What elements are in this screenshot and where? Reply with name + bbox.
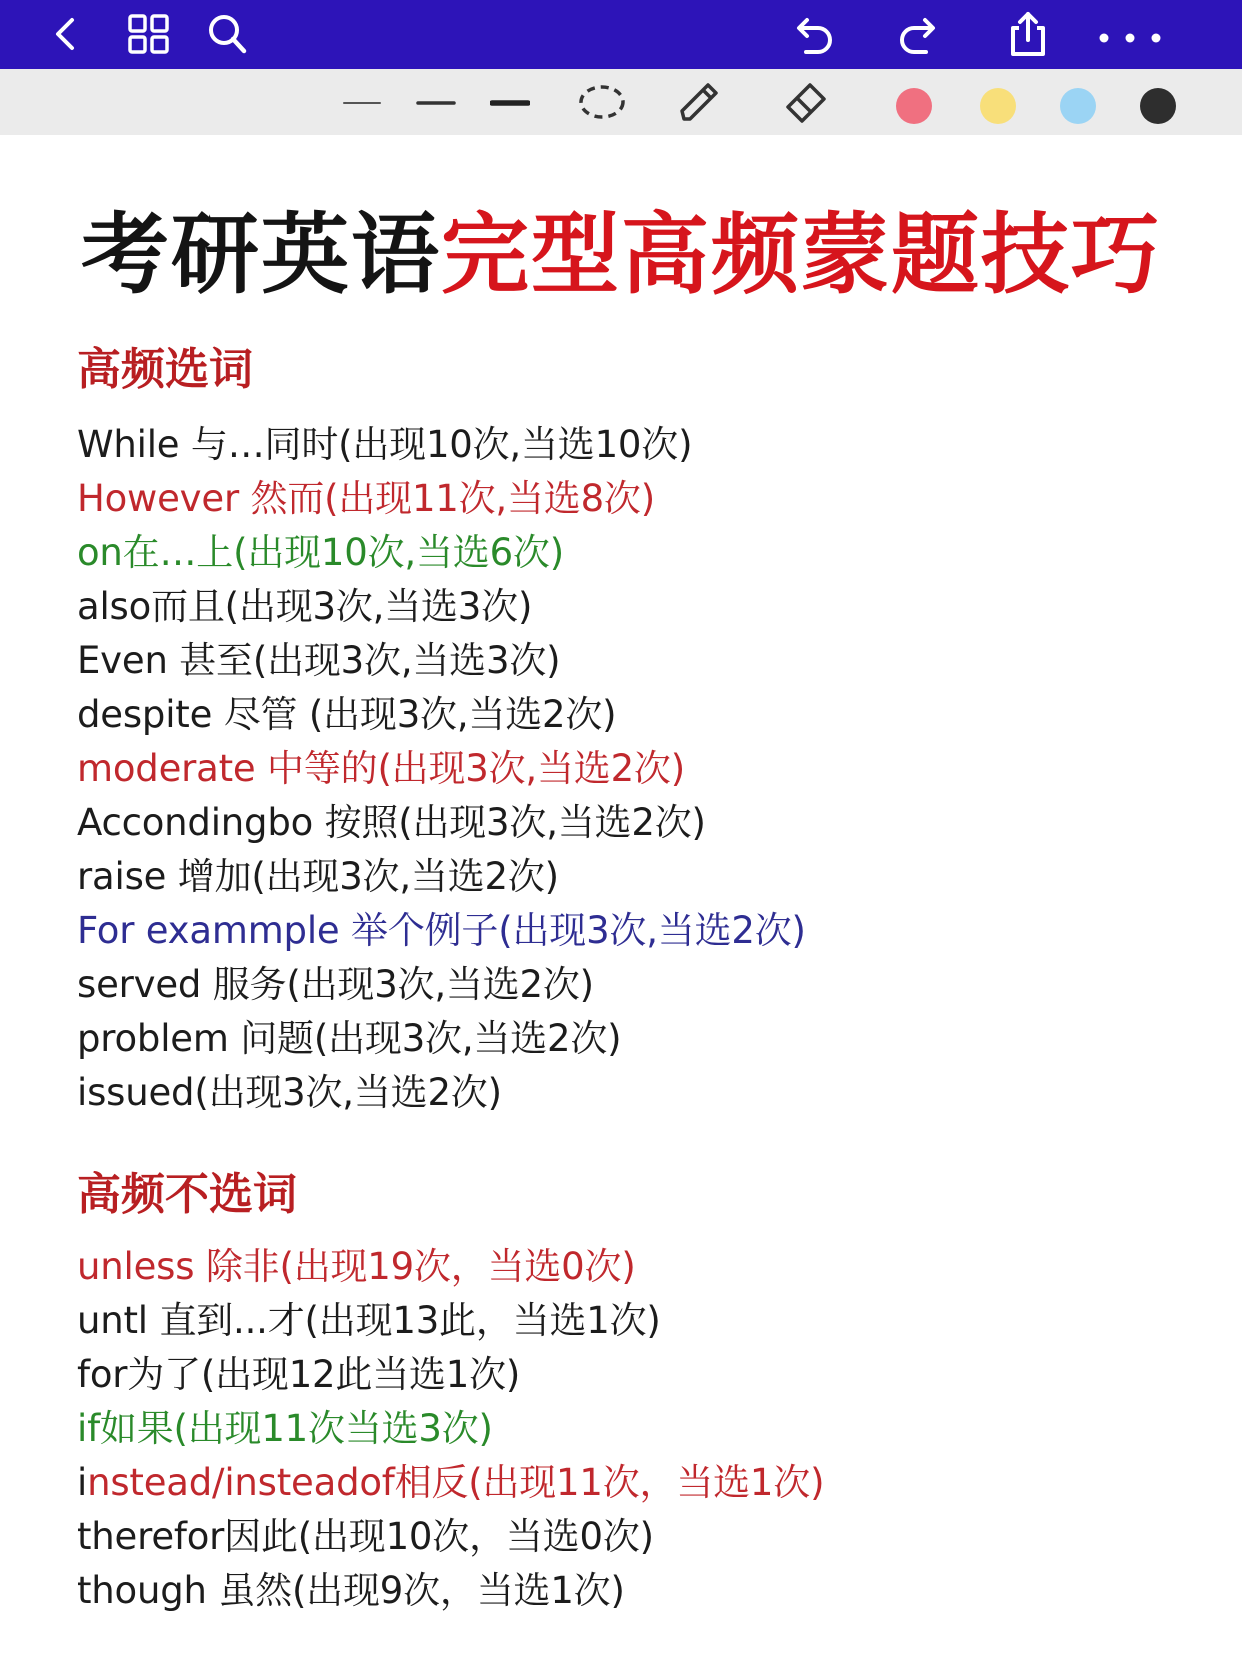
title-part2: 完型高频蒙题技巧	[441, 203, 1162, 306]
list-item: also而且(出现3次,当选3次)	[77, 585, 533, 628]
undo-icon[interactable]	[786, 8, 838, 60]
blue-swatch[interactable]	[1060, 88, 1096, 124]
list-item: For exammple 举个例子(出现3次,当选2次)	[77, 909, 806, 952]
word-list-chosen	[77, 418, 806, 1120]
list-item: on在…上(出现10次,当选6次)	[77, 531, 564, 574]
section-heading-high-frequency-chosen: 高频选词	[77, 344, 253, 395]
list-item: if如果(出现11次当选3次)	[77, 1407, 493, 1450]
pink-swatch[interactable]	[896, 88, 932, 124]
redo-icon[interactable]	[894, 8, 946, 60]
back-icon[interactable]	[40, 8, 92, 60]
grid-icon[interactable]	[124, 8, 176, 60]
list-item: served 服务(出现3次,当选2次)	[77, 963, 594, 1006]
drawing-toolbar	[0, 69, 1242, 135]
list-item: untl 直到...才(出现13此，当选1次)	[77, 1299, 661, 1342]
share-icon[interactable]	[1002, 8, 1054, 60]
list-item: Accondingbo 按照(出现3次,当选2次)	[77, 801, 706, 844]
list-item: While 与…同时(出现10次,当选10次)	[77, 423, 693, 466]
list-item: therefor因此(出现10次，当选0次)	[77, 1515, 654, 1558]
list-item: for为了(出现12此当选1次)	[77, 1353, 521, 1396]
list-item: though 虽然(出现9次，当选1次)	[77, 1569, 625, 1612]
lasso-icon[interactable]	[574, 81, 630, 123]
thin-line-icon[interactable]	[342, 91, 382, 115]
list-item-prefix: i	[77, 1461, 88, 1504]
search-icon[interactable]	[202, 8, 254, 60]
title-part1: 考研英语	[80, 203, 441, 306]
more-icon[interactable]	[1090, 8, 1170, 60]
section-heading-high-frequency-not-chosen: 高频不选词	[77, 1169, 297, 1220]
page-title	[0, 205, 1242, 305]
list-item: unless 除非(出现19次，当选0次)	[77, 1245, 636, 1288]
list-item: However 然而(出现11次,当选8次)	[77, 477, 655, 520]
medium-line-icon[interactable]	[416, 91, 456, 115]
thick-line-icon[interactable]	[490, 91, 530, 115]
pencil-icon[interactable]	[672, 75, 726, 129]
black-swatch[interactable]	[1140, 88, 1176, 124]
list-item: issued(出现3次,当选2次)	[77, 1071, 502, 1114]
list-item: raise 增加(出现3次,当选2次)	[77, 855, 559, 898]
list-item: moderate 中等的(出现3次,当选2次)	[77, 747, 685, 790]
list-item: despite 尽管 (出现3次,当选2次)	[77, 693, 617, 736]
word-list-not-chosen	[77, 1240, 824, 1618]
top-app-bar	[0, 0, 1242, 69]
list-item: problem 问题(出现3次,当选2次)	[77, 1017, 622, 1060]
eraser-icon[interactable]	[780, 75, 834, 129]
list-item: Even 甚至(出现3次,当选3次)	[77, 639, 561, 682]
yellow-swatch[interactable]	[980, 88, 1016, 124]
list-item	[77, 1456, 824, 1510]
list-item-highlight: nstead/insteadof相反(出现11次，当选1次)	[87, 1461, 825, 1504]
